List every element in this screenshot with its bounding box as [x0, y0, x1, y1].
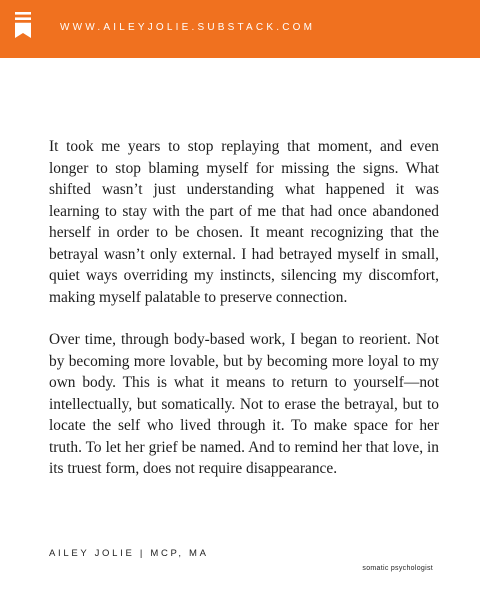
- substack-logo-icon[interactable]: [15, 12, 31, 38]
- article-body: [49, 136, 439, 480]
- paragraph-1: It took me years to stop replaying that moment, and even longer to stop blaming myself for missing the signs. What shifted wasn’t just understanding what happened it was learning to stay with the part of me that had once abandoned herself in order to be chosen. It meant recognizing that the betrayal wasn’t only external. I had betrayed myself in small, quiet ways overriding my instincts, silencing my discomfort, making myself palatable to preserve connection.: [49, 138, 439, 306]
- header-bar: [0, 0, 480, 58]
- site-url[interactable]: WWW.AILEYJOLIE.SUBSTACK.COM: [60, 22, 316, 33]
- author-credit: AILEY JOLIE | MCP, MA: [49, 548, 209, 559]
- author-role: somatic psychologist: [362, 565, 433, 572]
- paragraph-2: Over time, through body-based work, I began to reorient. Not by becoming more lovable, but by becoming more loyal to my own body. This is what it means to return to yourself—not intellectually, but somatically. Not to erase the betrayal, but to locate the self who lived through it. To make space for her truth. To let her grief be named. And to remind her that love, in its truest form, does not require disappearance.: [49, 331, 439, 477]
